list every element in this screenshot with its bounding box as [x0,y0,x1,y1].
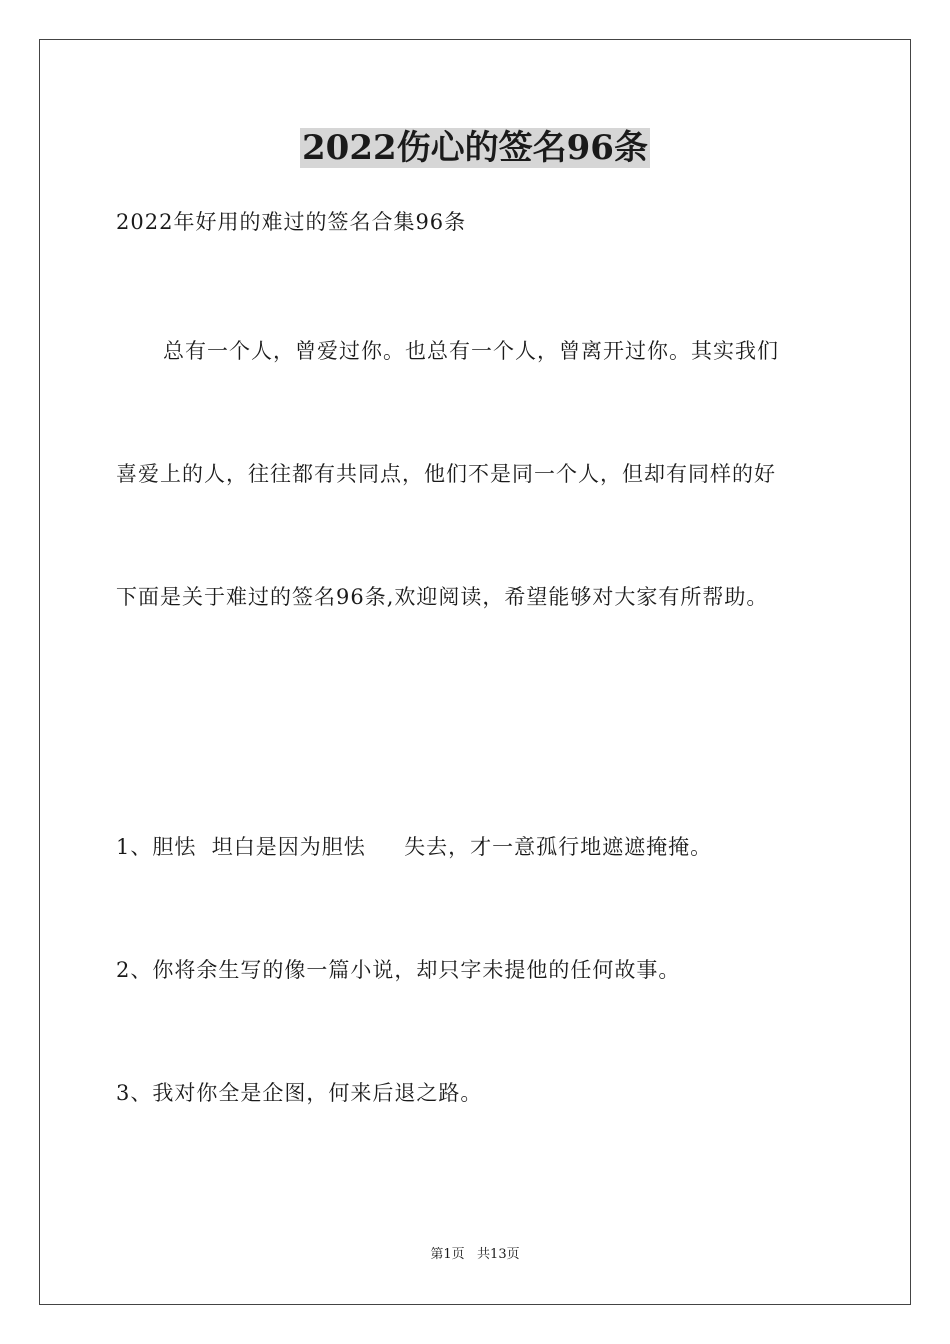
list-item-2: 2、你将余生写的像一篇小说，却只字未提他的任何故事。 [116,958,681,982]
list-item-1: 1、胆怯 坦白是因为胆怯 失去，才一意孤行地遮遮掩掩。 [116,835,713,859]
document-title [0,125,950,171]
page-footer: 第1页 共13页 [430,1247,520,1262]
document-subtitle: 2022年好用的难过的签名合集96条 [116,210,467,234]
intro-line-2: 喜爱上的人，往往都有共同点，他们不是同一个人，但却有同样的好 [116,462,776,486]
document-title-text: 2022伤心的签名96条 [302,128,648,168]
intro-line-3: 下面是关于难过的签名96条,欢迎阅读，希望能够对大家有所帮助。 [116,585,769,609]
intro-line-1: 总有一个人，曾爱过你。也总有一个人，曾离开过你。其实我们 [163,339,779,363]
list-item-3: 3、我对你全是企图，何来后退之路。 [116,1081,483,1105]
